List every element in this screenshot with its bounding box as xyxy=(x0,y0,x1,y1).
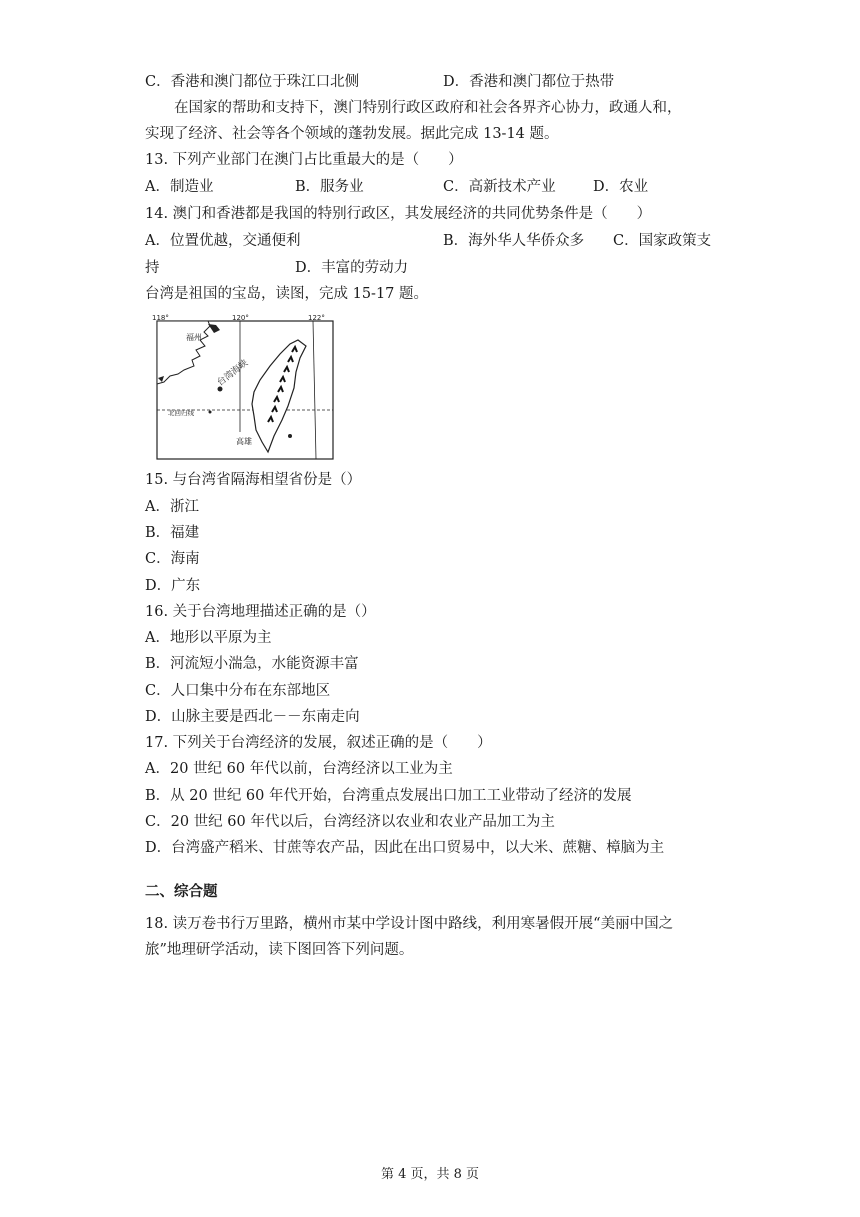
lon-120-label: 120° xyxy=(232,314,249,322)
q16-option-b: B．河流短小湍急，水能资源丰富 xyxy=(145,656,359,672)
q17-option-d: D．台湾盛产稻米、甘蔗等农产品，因此在出口贸易中，以大米、蔗糖、樟脑为主 xyxy=(145,840,665,856)
q18-stem-line1: 18. 读万卷书行万里路，横州市某中学设计图中路线，利用寒暑假开展“美丽中国之 xyxy=(145,916,674,932)
lanyu-island xyxy=(288,434,292,438)
taiwan-intro: 台湾是祖国的宝岛，读图，完成 15-17 题。 xyxy=(145,286,429,302)
q15-option-d: D．广东 xyxy=(145,578,201,594)
kaohsiung-label: 高雄 xyxy=(236,437,252,446)
q16-option-d: D．山脉主要是西北－－东南走向 xyxy=(145,709,360,725)
q17-option-a: A．20 世纪 60 年代以前，台湾经济以工业为主 xyxy=(145,761,453,777)
lon-118-label: 118° xyxy=(152,314,169,322)
tropic-label: 北回归线 xyxy=(168,409,194,417)
q13-option-a: A．制造业 xyxy=(145,179,214,195)
macau-intro-line1: 在国家的帮助和支持下，澳门特别行政区政府和社会各界齐心协力，政通人和， xyxy=(174,100,682,116)
q13-option-b: B．服务业 xyxy=(295,179,364,195)
q16-stem: 16. 关于台湾地理描述正确的是（） xyxy=(145,604,376,620)
q15-stem: 15. 与台湾省隔海相望省份是（） xyxy=(145,472,362,488)
q17-option-c: C．20 世纪 60 年代以后，台湾经济以农业和农业产品加工为主 xyxy=(145,814,555,830)
q15-option-a: A．浙江 xyxy=(145,499,199,515)
q12-option-d: D．香港和澳门都位于热带 xyxy=(443,74,615,90)
islet-south xyxy=(209,411,212,414)
q17-stem: 17. 下列关于台湾经济的发展，叙述正确的是（ ） xyxy=(145,735,492,751)
q14-stem: 14. 澳门和香港都是我国的特别行政区，其发展经济的共同优势条件是（ ） xyxy=(145,206,652,222)
q13-option-d: D．农业 xyxy=(593,179,649,195)
q14-option-b: B．海外华人华侨众多 xyxy=(443,233,585,249)
q14-option-a: A．位置优越，交通便利 xyxy=(145,233,301,249)
q13-stem: 13. 下列产业部门在澳门占比重最大的是（ ） xyxy=(145,152,463,168)
q12-option-c: C．香港和澳门都位于珠江口北侧 xyxy=(145,74,360,90)
q15-option-c: C．海南 xyxy=(145,551,200,567)
q14-option-d: D．丰富的劳动力 xyxy=(295,260,409,276)
q14-option-c-cont: 持 xyxy=(145,260,160,276)
q16-option-a: A．地形以平原为主 xyxy=(145,630,272,646)
strait-label: 台湾海峡 xyxy=(215,358,251,389)
taiwan-map xyxy=(148,312,338,462)
fuzhou-label: 福州 xyxy=(186,333,202,342)
q18-stem-line2: 旅”地理研学活动，读下图回答下列问题。 xyxy=(145,942,414,958)
q16-option-c: C．人口集中分布在东部地区 xyxy=(145,683,331,699)
q14-option-c: C．国家政策支 xyxy=(613,233,712,249)
section-heading: 二、综合题 xyxy=(145,884,218,900)
q15-option-b: B．福建 xyxy=(145,525,200,541)
macau-intro-line2: 实现了经济、社会等各个领域的蓬勃发展。据此完成 13-14 题。 xyxy=(145,126,559,142)
lon-122-label: 122° xyxy=(308,314,325,322)
page-footer: 第 4 页，共 8 页 xyxy=(380,1167,480,1182)
q13-option-c: C．高新技术产业 xyxy=(443,179,556,195)
q17-option-b: B．从 20 世纪 60 年代开始，台湾重点发展出口加工工业带动了经济的发展 xyxy=(145,788,632,804)
